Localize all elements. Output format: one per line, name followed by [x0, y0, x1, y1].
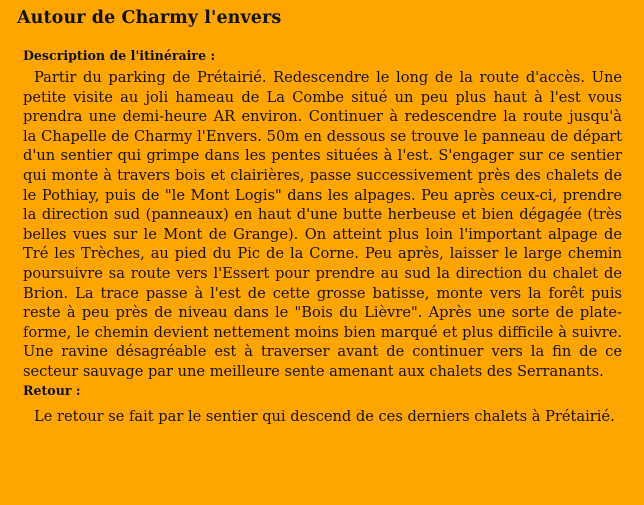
description-text: Partir du parking de Prétairié. Redescendre le long de la route d'accès. Une petite visite au joli hameau de La Combe situé un peu plus haut à l'est vous prendra une demi-heure AR environ. Continuer à redescendre la route jusqu'à la Chapelle de Charmy l'Envers. 50m en dessous se trouve le panneau de départ d'un sentier qui grimpe dans les pentes situées à l'est. S'engager sur ce sentier qui monte à travers bois et clairières, passe successivement près des chalets de le Pothiay, puis de "le Mont Logis" dans les alpages. Peu après ceux-ci, prendre la direction sud (panneaux) en haut d'une butte herbeuse et bien dégagée (très belles vues sur le Mont de Grange). On atteint plus loin l'important alpage de Tré les Trèches, au pied du Pic de la Corne. Peu après, laisser le large chemin poursuivre sa route vers l'Essert pour prendre au sud la direction du chalet de Brion. La trace passe à l'est de cette grosse batisse, monte vers la forêt puis reste à peu près de niveau dans le "Bois du Lièvre". Après une sorte de plate-forme, le chemin devient nettement moins bien marqué et plus difficile à suivre. Une ravine désagréable est à traverser avant de continuer vers la fin de ce secteur sauvage par une meilleure sente amenant aux chalets des Serranants.	[23, 69, 622, 380]
description-heading: Description de l'itinéraire :	[23, 48, 216, 63]
retour-text: Le retour se fait par le sentier qui descend de ces derniers chalets à Prétairié.	[34, 407, 615, 425]
retour-heading: Retour :	[23, 382, 81, 398]
page-title: Autour de Charmy l'envers	[17, 8, 282, 28]
itinerary-content	[23, 48, 622, 426]
